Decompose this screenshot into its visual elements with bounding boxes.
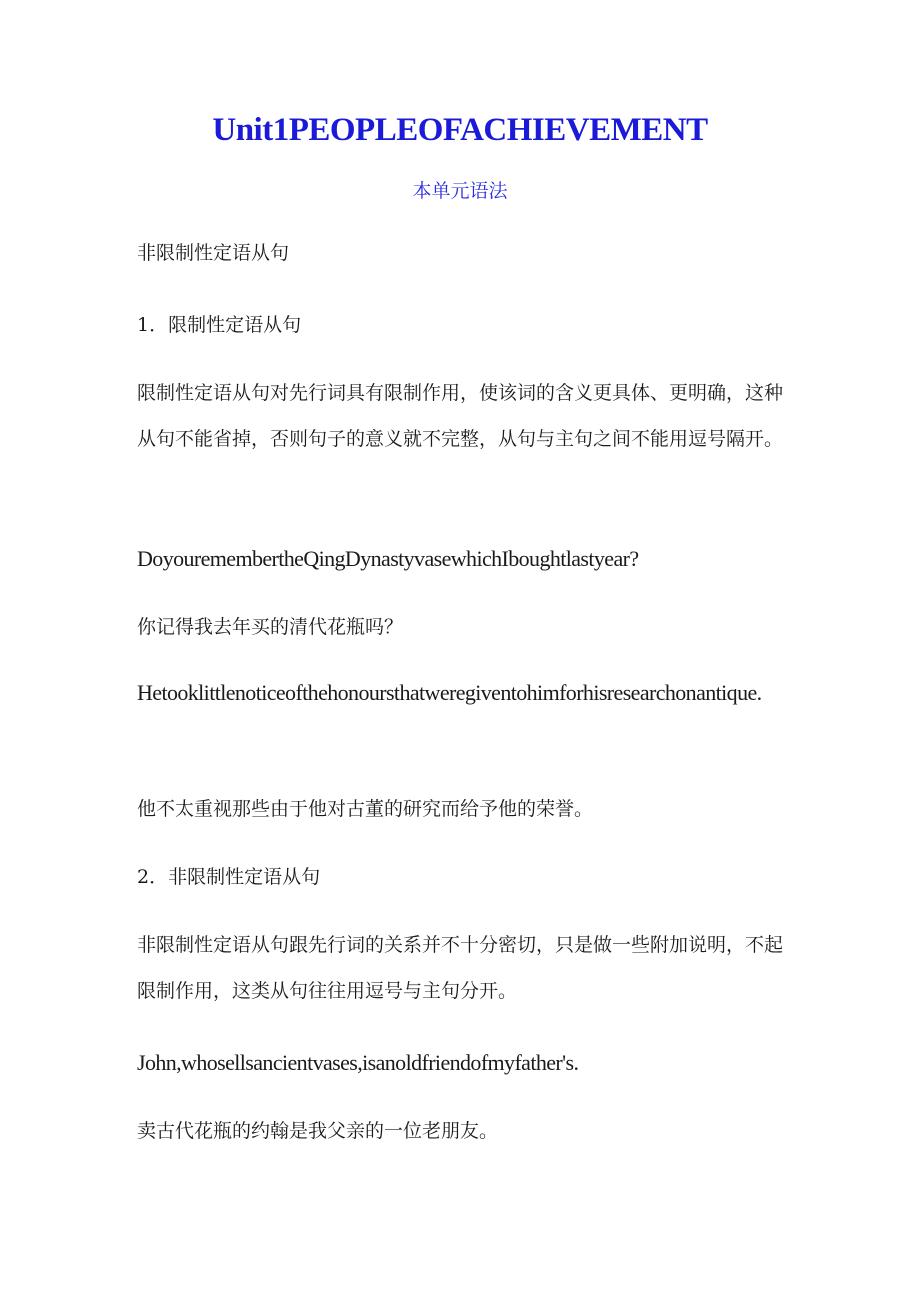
example-sentence-en: DoyouremembertheQingDynastyvasewhichIboughtlastyear?: [137, 546, 639, 571]
section-heading-main: 非限制性定语从句: [137, 242, 290, 264]
section-heading-nonrestrictive: 2．非限制性定语从句: [137, 866, 321, 888]
document-subtitle: 本单元语法: [412, 180, 508, 202]
example-sentence-en: Hetooklittlenoticeofthehonoursthatweregiventohimforhisresearchonantique.: [137, 680, 762, 705]
restrictive-description: 限制性定语从句对先行词具有限制作用，使该词的含义更具体、更明确，这种从句不能省掉，否则句子的意义就不完整，从句与主句之间不能用逗号隔开。: [137, 382, 784, 450]
example-translation-zh: 他不太重视那些由于他对古董的研究而给予他的荣誉。: [137, 798, 594, 820]
example-translation-zh: 你记得我去年买的清代花瓶吗？: [137, 616, 404, 638]
section-heading-restrictive: 1．限制性定语从句: [137, 314, 302, 336]
nonrestrictive-description: 非限制性定语从句跟先行词的关系并不十分密切，只是做一些附加说明，不起限制作用，这类从句往往用逗号与主句分开。: [137, 934, 784, 1002]
example-translation-zh: 卖古代花瓶的约翰是我父亲的一位老朋友。: [137, 1120, 499, 1142]
example-sentence-en: John,whosellsancientvases,isanoldfriendofmyfather's.: [137, 1050, 579, 1075]
document-title: Unit1PEOPLEOFACHIEVEMENT: [212, 112, 708, 148]
